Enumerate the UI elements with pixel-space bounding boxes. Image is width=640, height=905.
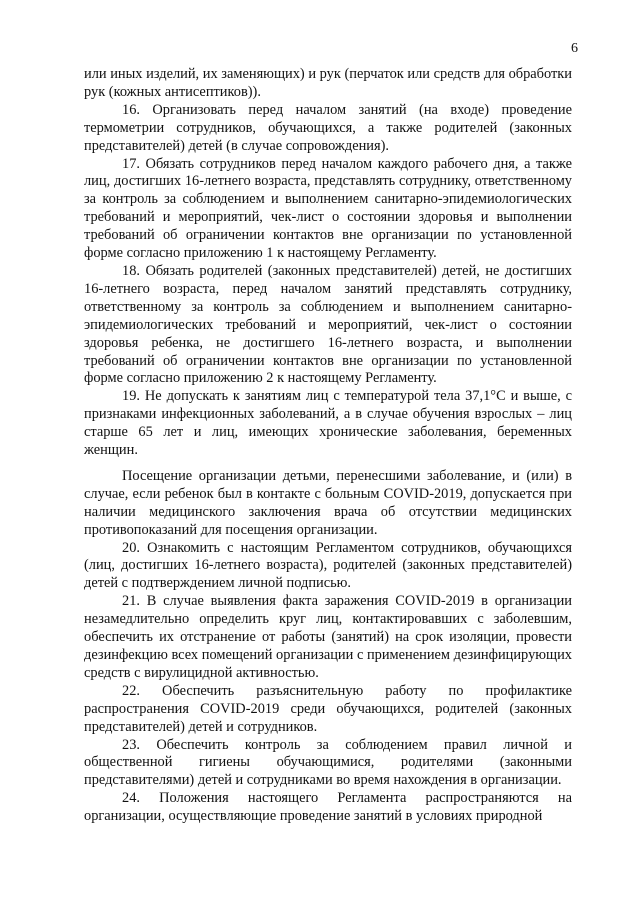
paragraph-item-24: 24. Положения настоящего Регламента распространяются на организации, осуществляющие проведение занятий в условиях природной [84,790,572,825]
paragraph-item-18: 18. Обязать родителей (законных представителей) детей, не достигших 16-летнего возраста, перед началом занятий представлять сотруднику, ответственному за контроль за соблюдением и выполнением санитарно-эпидемиологических требований и мероприятий, чек-лист о состоянии здоровья ребенка, не достигшего 16-летнего возраста, и выполнении требований об ограничении контактов вне организации по установленной форме согласно приложению 2 к настоящему Регламенту. [84,262,572,387]
paragraph-item-23: 23. Обеспечить контроль за соблюдением правил личной и общественной гигиены обучающимися, родителями (законными представителями) детей и сотрудниками во время нахождения в организации. [84,736,572,789]
paragraph-item-21: 21. В случае выявления факта заражения COVID-2019 в организации незамедлительно определить круг лиц, контактировавших с заболевшим, обеспечить их отстранение от работы (занятий) на срок изоляции, провести дезинфекцию всех помещений организации с применением дезинфицирующих средств с вирулицидной активностью. [84,593,572,681]
paragraph-continuation: или иных изделий, их заменяющих) и рук (перчаток или средств для обработки рук (кожных антисептиков)). [84,66,572,100]
document-body [84,66,572,826]
paragraph-item-19: 19. Не допускать к занятиям лиц с температурой тела 37,1°C и выше, с признаками инфекционных заболеваний, а в случае обучения взрослых – лиц старше 65 лет и лиц, имеющих хронические заболевания, беременных женщин. [84,388,572,459]
paragraph-item-22: 22. Обеспечить разъяснительную работу по профилактике распространения COVID-2019 среди обучающихся, родителей (законных представителей) детей и сотрудников. [84,682,572,735]
paragraph-item-20: 20. Ознакомить с настоящим Регламентом сотрудников, обучающихся (лиц, достигших 16-летнего возраста), родителей (законных представителей) детей с подтверждением личной подписью. [84,539,572,592]
paragraph-attendance-note: Посещение организации детьми, перенесшими заболевание, и (или) в случае, если ребенок был в контакте с больным COVID-2019, допускается при наличии медицинского заключения врача об отсутствии медицинских противопоказаний для посещения организации. [84,467,572,538]
page-number: 6 [571,41,578,56]
paragraph-item-17: 17. Обязать сотрудников перед началом каждого рабочего дня, а также лиц, достигших 16-летнего возраста, представлять сотруднику, ответственному за контроль за соблюдением и выполнением санитарно-эпидемиологических требований и мероприятий, чек-лист о состоянии здоровья и выполнении требований об ограничении контактов вне организации по установленной форме согласно приложению 1 к настоящему Регламенту. [84,155,572,262]
paragraph-item-16: 16. Организовать перед началом занятий (на входе) проведение термометрии сотрудников, обучающихся, а также родителей (законных представителей) детей (в случае сопровождения). [84,101,572,154]
